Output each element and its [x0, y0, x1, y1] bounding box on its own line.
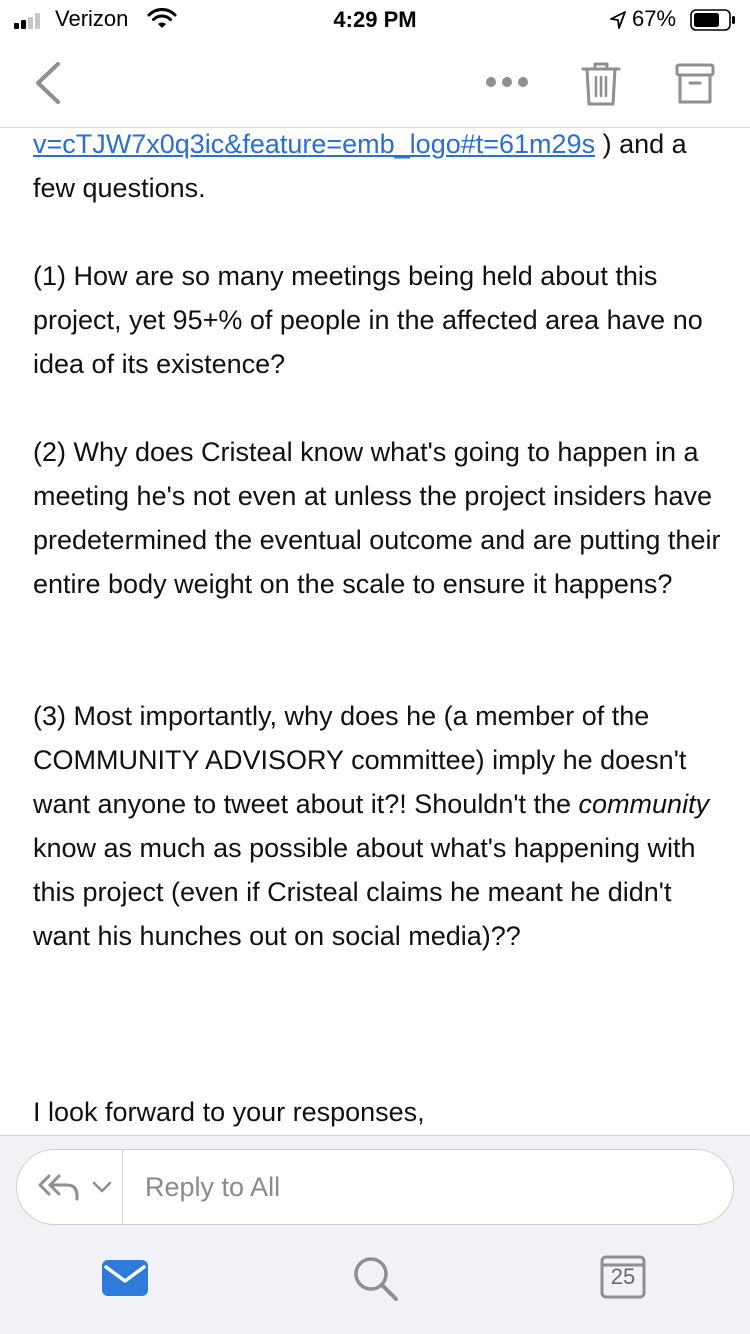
email-paragraph-question-1: (1) How are so many meetings being held about this project, yet 95+% of people in the affected area have no idea of its existence? [33, 261, 703, 379]
chevron-down-icon [91, 1180, 113, 1194]
status-bar [0, 0, 750, 40]
question-3-text-b: know as much as possible about what's happening with this project (even if Cristeal claims he meant he didn't want his hunches out on social media)?? [33, 833, 696, 951]
email-paragraph-closing: I look forward to your responses, [33, 1097, 425, 1127]
chevron-left-icon[interactable] [28, 58, 68, 108]
email-paragraph-question-2: (2) Why does Cristeal know what's going to happen in a meeting he's not even at unless the project insiders have predetermined the eventual outcome and are putting their entire body weight on the scale to ensure it happens? [33, 437, 721, 599]
reply-all-icon [37, 1172, 83, 1202]
reply-to-all-placeholder: Reply to All [145, 1172, 281, 1202]
search-icon[interactable] [350, 1254, 400, 1304]
archive-icon[interactable] [674, 62, 716, 106]
navigation-bar [0, 40, 750, 128]
calendar-tab[interactable] [598, 1252, 648, 1302]
carrier-name: Verizon [55, 6, 129, 31]
mail-icon[interactable] [100, 1256, 150, 1298]
reply-options-button[interactable] [17, 1150, 123, 1224]
email-paragraph-question-3 [33, 694, 733, 958]
question-3-emphasis: community [578, 789, 710, 819]
reply-bar[interactable] [16, 1149, 734, 1225]
intro-text: ) and a [595, 129, 687, 159]
battery-percentage: 67% [632, 6, 677, 31]
intro-text-line2: few questions. [33, 173, 206, 203]
email-paragraph-intro [33, 129, 733, 210]
email-body [0, 129, 750, 1135]
ellipsis-icon[interactable] [484, 70, 530, 94]
battery-icon [690, 9, 736, 31]
trash-icon[interactable] [580, 60, 622, 108]
video-link[interactable]: v=cTJW7x0q3ic&feature=emb_logo#t=61m29s [33, 129, 596, 159]
bottom-toolbar [0, 1135, 750, 1334]
calendar-day-number: 25 [610, 1264, 636, 1289]
clock: 4:29 PM [333, 7, 417, 32]
question-3-text-a: (3) Most importantly, why does he (a member of the COMMUNITY ADVISORY committee) imply he doesn't want anyone to tweet about it?! Shouldn't the [33, 701, 687, 819]
location-arrow-icon [609, 10, 627, 30]
